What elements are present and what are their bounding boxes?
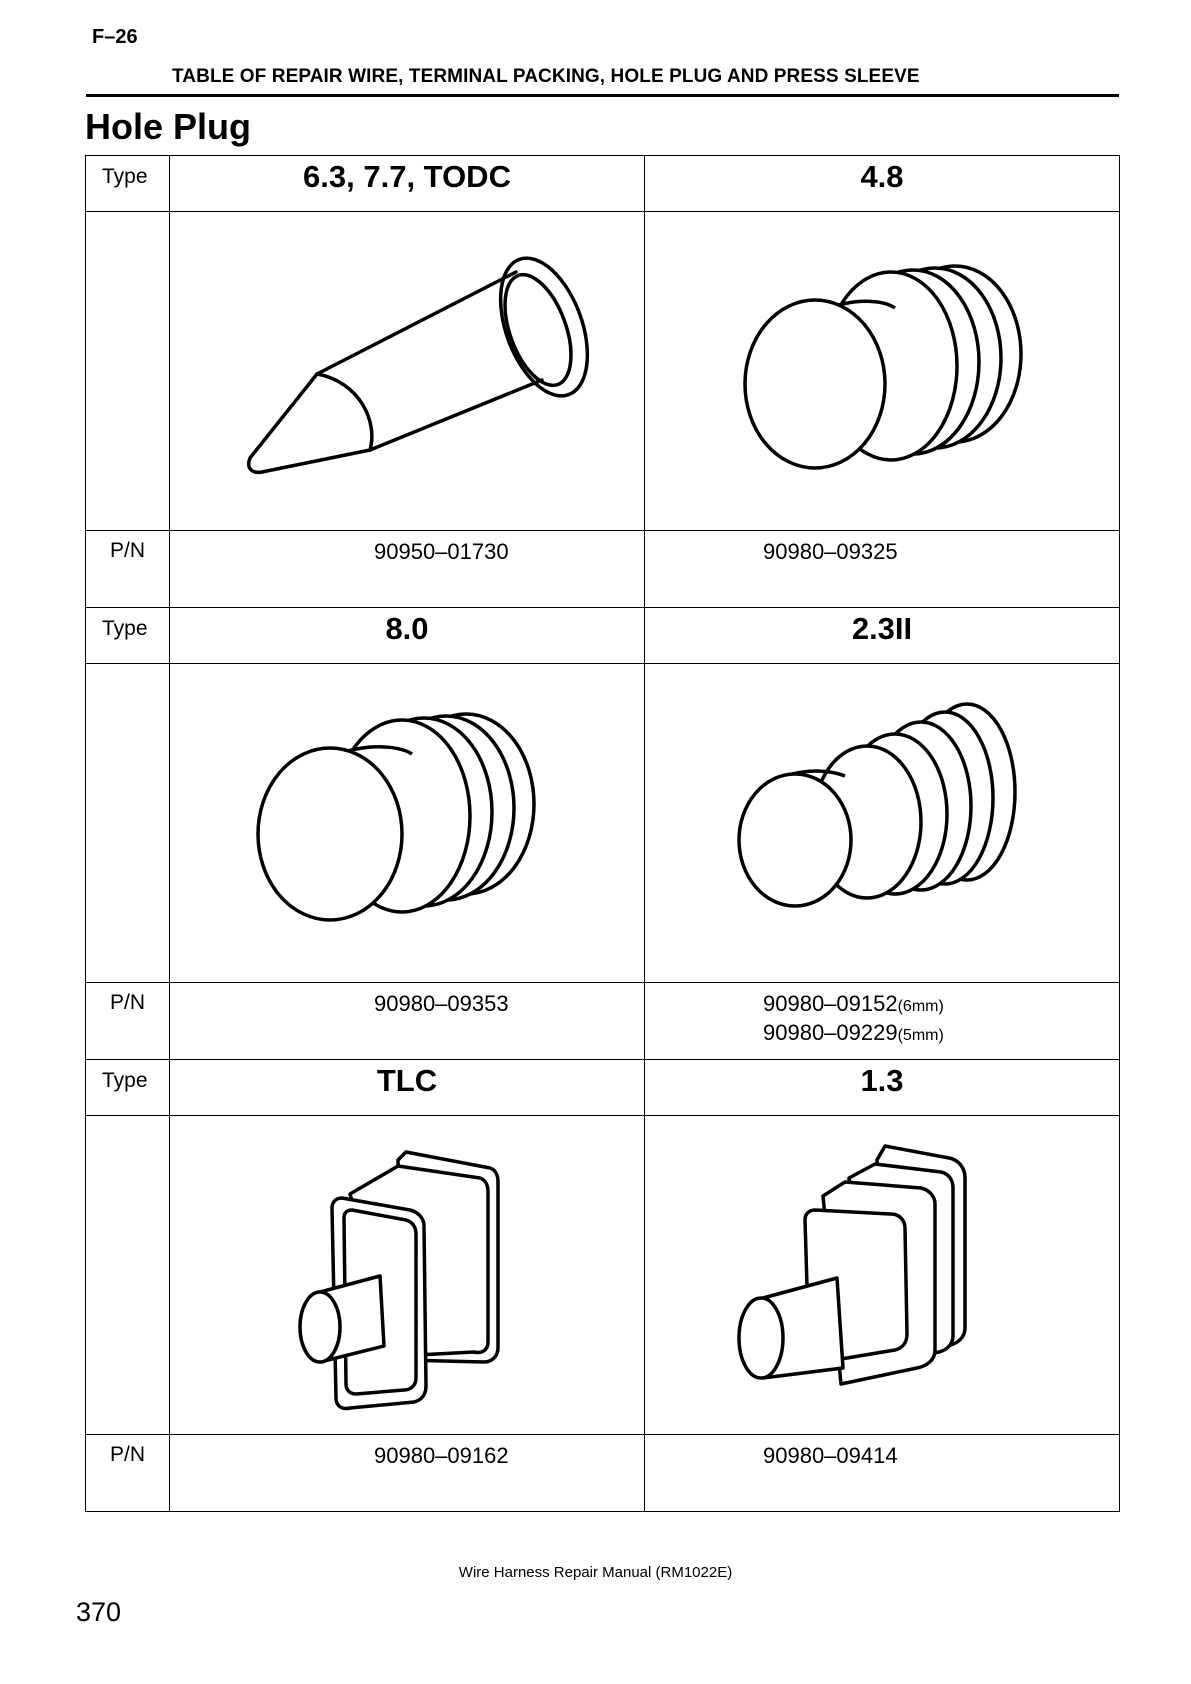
part-number xyxy=(170,983,645,1060)
page-number: 370 xyxy=(76,1597,122,1627)
type-value: 6.3, 7.7, TODC xyxy=(170,156,645,212)
header-rule xyxy=(86,94,1119,97)
round-ribbed-plug-icon xyxy=(170,664,644,982)
type-value: 8.0 xyxy=(170,608,645,664)
part-number-value: 90950–01730 xyxy=(374,539,509,564)
square-flanged-plug-icon xyxy=(170,1116,644,1434)
part-number-line xyxy=(763,1020,1119,1049)
type-value: 1.3 xyxy=(645,1060,1120,1116)
part-number xyxy=(170,531,645,608)
part-number-value: 90980–09162 xyxy=(374,1443,509,1468)
pn-label: P/N xyxy=(86,983,170,1060)
part-number xyxy=(645,531,1120,608)
part-number xyxy=(645,983,1120,1060)
type-value: TLC xyxy=(170,1060,645,1116)
part-number xyxy=(170,1435,645,1512)
header-title: TABLE OF REPAIR WIRE, TERMINAL PACKING, HOLE PLUG AND PRESS SLEEVE xyxy=(172,66,920,87)
illustration-row xyxy=(86,1116,1120,1435)
type-value: 2.3II xyxy=(645,608,1120,664)
empty-cell xyxy=(86,212,170,531)
illustration-cell xyxy=(645,1116,1120,1435)
type-row xyxy=(86,1060,1120,1116)
type-value: 4.8 xyxy=(645,156,1120,212)
cone-tip-pin-plug-icon xyxy=(170,212,644,530)
part-number xyxy=(645,1435,1120,1512)
hole-plug-table xyxy=(85,155,1120,1512)
stepped-ribbed-plug-icon xyxy=(645,664,1119,982)
part-number-value: 90980–09152 xyxy=(763,991,898,1016)
illustration-row xyxy=(86,664,1120,983)
part-number-line xyxy=(763,991,1119,1020)
footer-manual-title: Wire Harness Repair Manual (RM1022E) xyxy=(458,1564,733,1581)
part-number-value: 90980–09353 xyxy=(374,991,509,1016)
part-number-row xyxy=(86,983,1120,1060)
empty-cell xyxy=(86,664,170,983)
type-row xyxy=(86,608,1120,664)
illustration-cell xyxy=(170,1116,645,1435)
empty-cell xyxy=(86,1116,170,1435)
illustration-cell xyxy=(645,664,1120,983)
part-number-value: 90980–09414 xyxy=(763,1443,898,1468)
part-number-row xyxy=(86,1435,1120,1512)
type-label: Type xyxy=(86,1060,170,1116)
part-number-size: (5mm) xyxy=(897,1027,944,1044)
illustration-cell xyxy=(170,664,645,983)
illustration-row xyxy=(86,212,1120,531)
type-row xyxy=(86,156,1120,212)
type-label: Type xyxy=(86,156,170,212)
part-number-value: 90980–09325 xyxy=(763,539,898,564)
part-number-row xyxy=(86,531,1120,608)
illustration-cell xyxy=(170,212,645,531)
page-title: Hole Plug xyxy=(85,106,252,147)
round-ribbed-plug-icon xyxy=(645,212,1119,530)
part-number-size: (6mm) xyxy=(897,998,944,1015)
square-ribbed-plug-icon xyxy=(645,1116,1119,1434)
pn-label: P/N xyxy=(86,531,170,608)
section-code: F–26 xyxy=(92,26,138,48)
illustration-cell xyxy=(645,212,1120,531)
part-number-value: 90980–09229 xyxy=(763,1020,898,1045)
type-label: Type xyxy=(86,608,170,664)
pn-label: P/N xyxy=(86,1435,170,1512)
